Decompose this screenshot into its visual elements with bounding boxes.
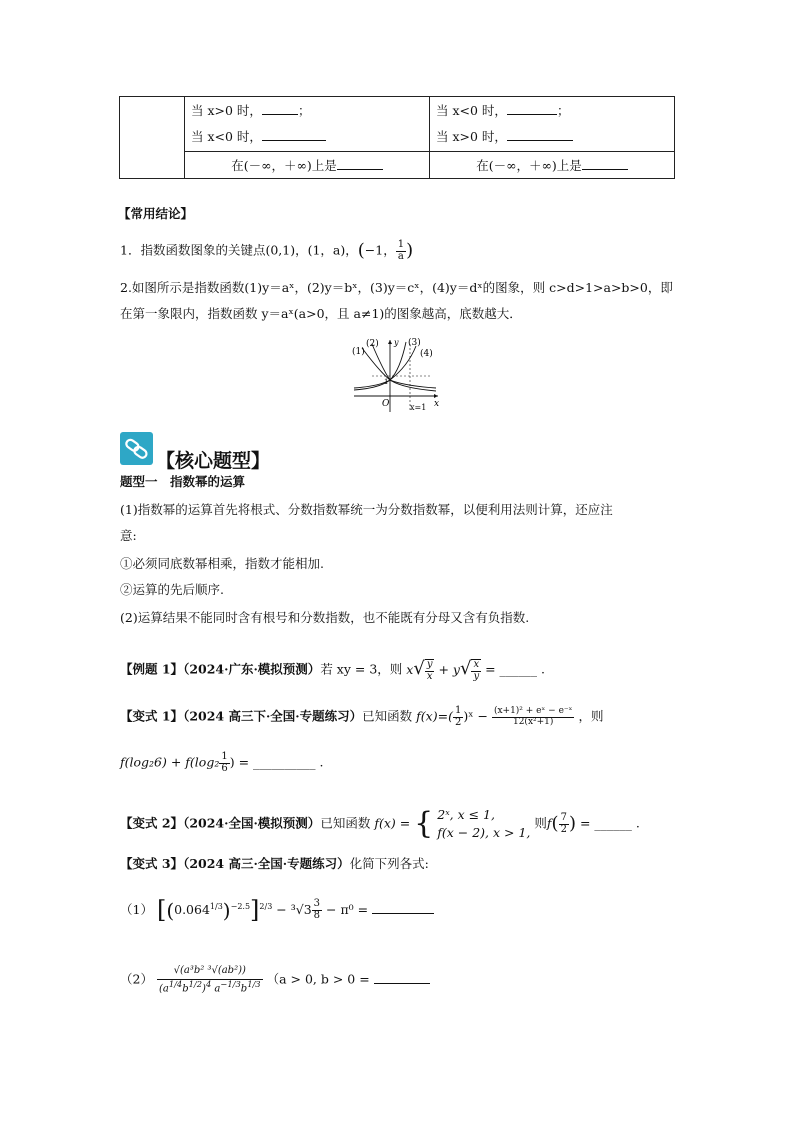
variant-3: 【变式 3】（2024 高三·全国·专题练习）化简下列各式: (120, 856, 429, 871)
method-p3: ②运算的先后顺序. (120, 582, 224, 597)
table-cell-monotone-a: 在(－∞，＋∞)上是 (185, 152, 430, 179)
method-p4: (2)运算结果不能同时含有根号和分数指数，也不能既有分母又含有负指数. (120, 610, 530, 625)
graph-one-label: 1 (384, 378, 389, 386)
common-heading: 【常用结论】 (118, 206, 194, 221)
conclusion-1: 1．指数函数图象的关键点(0,1)，(1，a)，(−1， $\frac{1}{a}$ ) (120, 239, 414, 262)
graph-x1-label: x=1 (410, 403, 427, 412)
variant-1-line2: f(log₂6) + f(log₂ $\frac{1}{6}$ ) = __________ . (120, 751, 324, 774)
graph-label-3: (3) (408, 338, 421, 348)
exponential-graphs-figure (350, 336, 446, 416)
link-icon (120, 432, 153, 465)
properties-table (119, 96, 675, 179)
table-cell-monotone-b: 在(－∞，＋∞)上是 (430, 152, 675, 179)
graph-label-4: (4) (420, 349, 433, 359)
graph-y-label: y (394, 338, 399, 347)
table-blank-cell (120, 97, 185, 179)
conclusion-2-line1: 2.如图所示是指数函数(1)y＝aˣ，(2)y＝bˣ，(3)y＝cˣ，(4)y＝dˣ的图象，则 c>d>1>a>b>0，即 (120, 280, 673, 295)
ex1-formula: x√ $\frac{y}{x}$ + y√ $\frac{x}{y}$ (406, 658, 480, 682)
variant-3-q1: （1） $[(0.064^{1/3})^{-2.5}]^{2/3} - ^3√3$ $\frac{3}{8}$ − π⁰ = (120, 896, 434, 925)
method-p1-line2: 意: (120, 528, 137, 543)
graph-label-2: (2) (366, 339, 379, 349)
variant-3-q2: （2） $\frac{\text{√(a³b² ³√(ab²))}}{(a^{1/4}b^{1/2})^4 a^{-1/3}b^{1/3}}$ （a > 0, b > 0 = (120, 966, 430, 994)
graph-origin-label: O (382, 399, 390, 409)
graph-x-label: x (434, 399, 440, 409)
conclusion-2-line2: 在第一象限内，指数函数 y＝aˣ(a>0，且 a≠1)的图象越高，底数越大． (120, 306, 522, 321)
question-type-1: 题型一 指数幂的运算 (120, 474, 246, 489)
method-p2: ①必须同底数幂相乘，指数才能相加. (120, 556, 324, 571)
example-1: 【例题 1】（2024·广东·模拟预测）若 xy = 3，则 x√ $\frac{y}{x}$ + y√ $\frac{x}{y}$ = ______ . (120, 658, 545, 682)
variant-1: 【变式 1】（2024 高三下·全国·专题练习）已知函数 f(x)=( $\frac{1}{2}$ )ˣ − $\frac{\text{(x+1)² + eˣ − e⁻ˣ}}{\text{12(x²+1)}}$ ，则 (120, 705, 604, 728)
section-title: 【核心题型】 (156, 450, 271, 472)
method-p1-line1: (1)指数幂的运算首先将根式、分数指数幂统一为分数指数幂，以便利用法则计算，还应注 (120, 502, 613, 517)
graph-label-1: (1) (352, 347, 365, 357)
table-cell-decreasing: 当 x<0 时， ； 当 x>0 时， (430, 97, 675, 152)
variant-2: 【变式 2】（2024·全国·模拟预测）已知函数 f(x) = { 2ˣ, x ≤ 1, f(x − 2), x > 1, 则f( $\frac{7}{2}$ ) = ______ . (120, 806, 640, 841)
table-cell-increasing: 当 x>0 时， ； 当 x<0 时， (185, 97, 430, 152)
